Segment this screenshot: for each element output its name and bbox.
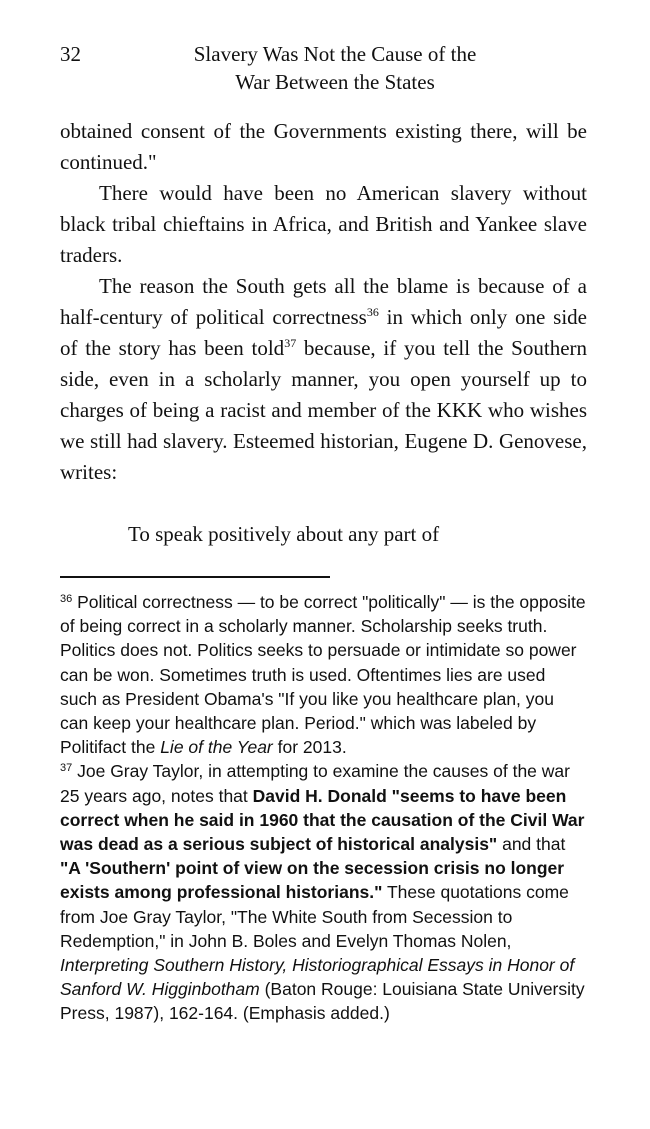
running-title-line-1: Slavery Was Not the Cause of the [193, 42, 477, 66]
page-header [60, 38, 590, 98]
paragraph-3-part-a: The reason the South gets all the blame is because of a half-century of political correctness [60, 274, 587, 329]
footnotes [60, 590, 587, 1026]
paragraph-2: There would have been no American slavery without black tribal chieftains in Africa, and British and Yankee slave traders. [60, 181, 587, 267]
footnote-37-text-3: These quotations come from Joe Gray Taylor, "The White South from Secession to Redemption," in John B. Boles and Evelyn Thomas Nolen, [60, 882, 569, 951]
running-title-line-2: War Between the States [235, 70, 435, 94]
page-number: 32 [60, 42, 81, 66]
body-text [60, 116, 587, 488]
footnote-37-bold-1: David H. Donald "seems to have been correct when he said in 1960 that the causation of the Civil War was dead as a serious subject of historical analysis" [60, 785, 585, 855]
footnote-ref-36[interactable]: 36 [366, 305, 379, 319]
footnote-36-end: for 2013. [272, 737, 347, 758]
running-title [160, 40, 510, 96]
footnote-36-text: Political correctness — to be correct "politically" — is the opposite of being correct in a scholarly manner. Scholarship seeks truth. Politics does not. Politics seeks to persuade or intimidate so power can be won. Sometimes truth is used. Oftentimes lies are used such as President Obama's "If you like you healthcare plan, you can keep your healthcare plan. Period." which was labeled by Politifact the [60, 592, 586, 758]
paragraph-3 [60, 271, 587, 488]
paragraph-1: obtained consent of the Governments existing there, will be continued." [60, 119, 587, 174]
block-quote: To speak positively about any part of [128, 522, 440, 546]
footnote-divider [60, 576, 330, 578]
footnote-37-bold-2: "A 'Southern' point of view on the secession crisis no longer exists among professional historians." [60, 858, 565, 903]
footnote-37-text-2: and that [497, 834, 566, 855]
paragraph-3-part-c: because, if you tell the Southern side, even in a scholarly manner, you open yourself up to charges of being a racist and member of the KKK who wishes we still had slavery. Esteemed historian, Eugene D. Genovese, writes: [60, 336, 588, 484]
footnote-37-text-1: Joe Gray Taylor, in attempting to examine the causes of the war 25 years ago, notes that [60, 761, 570, 806]
footnote-36-italic: Lie of the Year [160, 737, 273, 758]
footnote-ref-37[interactable]: 37 [284, 336, 297, 350]
footnote-37 [60, 759, 587, 1025]
footnote-36 [60, 590, 587, 759]
footnote-number-36: 36 [60, 593, 73, 605]
footnote-37-italic: Interpreting Southern History, Historiographical Essays in Honor of Sanford W. Higginbotham [60, 955, 575, 1000]
footnote-number-37: 37 [60, 762, 73, 775]
footnote-37-text-4: (Baton Rouge: Louisiana State University Press, 1987), 162-164. (Emphasis added.) [60, 979, 585, 1024]
paragraph-3-part-b: in which only one side of the story has been told [60, 305, 588, 360]
